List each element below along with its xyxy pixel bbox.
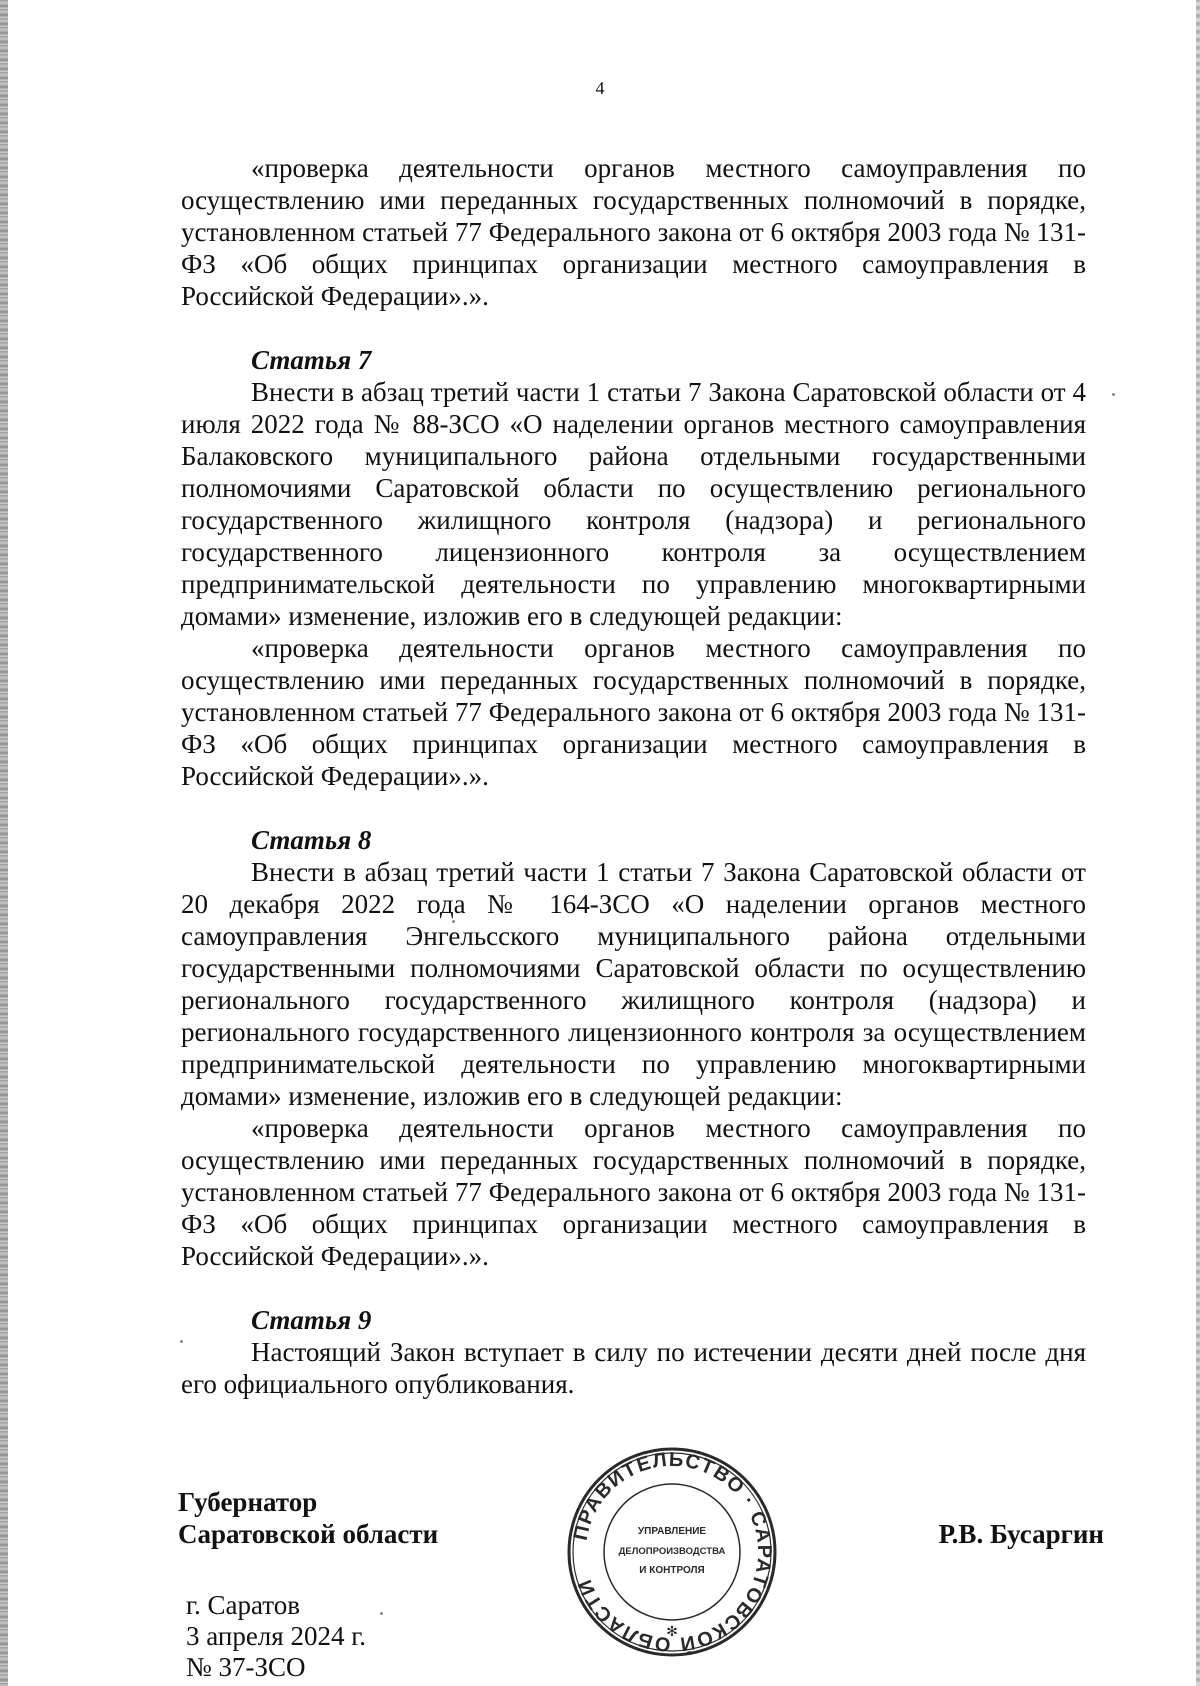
signer-title xyxy=(178,1486,438,1550)
document-body xyxy=(181,152,1086,1400)
article-8-paragraph: Внести в абзац третий части 1 статьи 7 Закона Саратовской области от 20 декабря 2022 года № 164-ЗСО «О наделении органов местного самоуправления Энгельсского муниципального района отдельными государственными полномочиями Саратовской области по осуществлению регионального государственного жилищного контроля (надзора) и регионального государственного лицензионного контроля за осуществлением предпринимательской деятельности по управлению многоквартирными домами» изменение, изложив его в следующей редакции: xyxy=(181,857,1086,1111)
issue-info xyxy=(186,1590,366,1683)
article-7-paragraph: Внести в абзац третий части 1 статьи 7 Закона Саратовской области от 4 июля 2022 года № 88-ЗСО «О наделении органов местного самоуправления Балаковского муниципального района отдельными государственными полномочиями Саратовской области по осуществлению регионального государственного жилищного контроля (надзора) и регионального государственного лицензионного контроля за осуществлением предпринимательской деятельности по управлению многоквартирными домами» изменение, изложив его в следующей редакции: xyxy=(181,377,1086,631)
signer-name: Р.В. Бусаргин xyxy=(938,1519,1104,1549)
issue-place: г. Саратов xyxy=(186,1590,300,1620)
issue-number: № 37-ЗСО xyxy=(186,1652,306,1682)
seal-outer-text: ПРАВИТЕЛЬСТВО · САРАТОВСКОЙ ОБЛАСТИ xyxy=(569,1448,776,1656)
seal-inner-line-3: И КОНТРОЛЯ xyxy=(639,1565,705,1576)
quoted-amendment-paragraph: «проверка деятельности органов местного самоуправления по осуществлению ими переданных государственных полномочий в порядке, установленном статьей 77 Федерального закона от 6 октября 2003 года № 131-ФЗ «Об общих принципах организации местного самоуправления в Российской Федерации».». xyxy=(181,153,1086,311)
seal-inner-line-1: УПРАВЛЕНИЕ xyxy=(637,1526,707,1537)
spacer xyxy=(181,1272,1086,1304)
article-7-quote: «проверка деятельности органов местного самоуправления по осуществлению ими переданных государственных полномочий в порядке, установленном статьей 77 Федерального закона от 6 октября 2003 года № 131-ФЗ «Об общих принципах организации местного самоуправления в Российской Федерации».». xyxy=(181,633,1086,791)
article-9-paragraph: Настоящий Закон вступает в силу по истечении десяти дней после дня его официального опубликования. xyxy=(181,1337,1086,1399)
seal-star-icon: ✻ xyxy=(666,1624,678,1640)
article-8-quote: «проверка деятельности органов местного самоуправления по осуществлению ими переданных государственных полномочий в порядке, установленном статьей 77 Федерального закона от 6 октября 2003 года № 131-ФЗ «Об общих принципах организации местного самоуправления в Российской Федерации».». xyxy=(181,1113,1086,1271)
official-seal xyxy=(566,1446,778,1658)
signer-title-line-1: Губернатор xyxy=(178,1487,318,1517)
issue-date: 3 апреля 2024 г. xyxy=(186,1621,366,1651)
scan-edge-right xyxy=(1196,0,1200,1686)
article-8-title: Статья 8 xyxy=(251,825,372,855)
page-number: 4 xyxy=(595,78,605,98)
article-7-title: Статья 7 xyxy=(251,345,372,375)
signer-title-line-2: Саратовской области xyxy=(178,1519,439,1549)
seal-inner-line-2: ДЕЛОПРОИЗВОДСТВА xyxy=(618,1546,726,1557)
article-9-title: Статья 9 xyxy=(251,1305,372,1335)
scan-speck xyxy=(1112,393,1115,396)
spacer xyxy=(181,312,1086,344)
scan-speck xyxy=(380,1612,383,1615)
spacer xyxy=(181,792,1086,824)
scan-edge-left xyxy=(0,0,8,1686)
